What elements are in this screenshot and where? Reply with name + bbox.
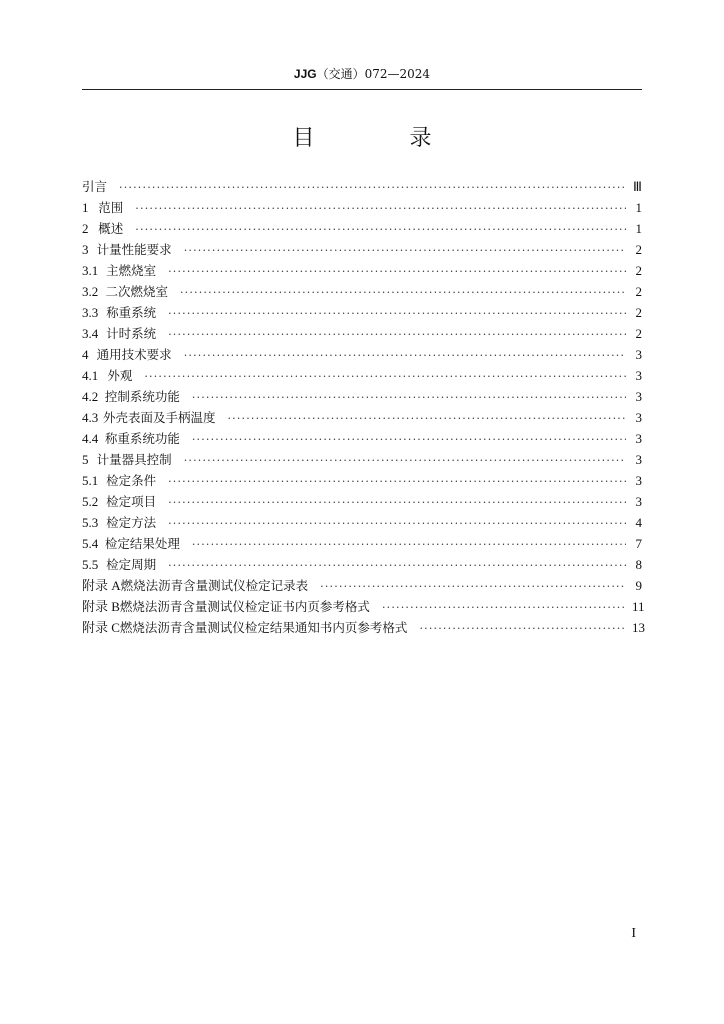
toc-entry-number: 3.3 [82,305,99,320]
toc-entry-number: 5.4 [82,536,99,551]
toc-entry-page: 1 [635,221,642,236]
toc-entry-label: 检定方法 [106,515,157,530]
toc-entry-label: 称重系统功能 [104,431,180,446]
toc-entry-label: 检定项目 [106,494,157,509]
toc-entry[interactable] [82,323,642,344]
toc-entry-number: 4.1 [82,368,99,383]
toc-entry[interactable] [82,197,642,218]
toc-entry-label: 外观 [107,368,133,383]
toc-entry-label: 检定结果处理 [104,536,180,551]
standard-number: 072—2024 [364,67,431,81]
toc-entry[interactable] [82,554,642,575]
toc-leader-dots [192,534,626,555]
standard-header [82,66,642,82]
toc-entry-label: 外壳表面及手柄温度 [102,410,216,425]
toc-entry-label: 检定周期 [106,557,157,572]
toc-entry-number: 5.2 [82,494,99,509]
toc-entry-number: 5.5 [82,557,99,572]
toc-entry-page: 2 [635,326,642,341]
toc-entry-page: 4 [635,515,642,530]
standard-paren: （交通） [316,67,365,81]
toc-entry-number: 2 [82,221,89,236]
toc-entry-number: 附录 B [82,599,120,614]
toc-entry-label: 主燃烧室 [106,263,157,278]
toc-leader-dots [192,429,626,450]
toc-entry[interactable] [82,344,642,365]
toc-entry[interactable] [82,470,642,491]
toc-entry-label: 引言 [82,179,108,194]
toc-entry[interactable] [82,596,645,617]
toc-entry-page: 1 [635,200,642,215]
toc-entry-page: 3 [635,410,642,425]
toc-entry-number: 4.3 [82,410,99,425]
toc-leader-dots [184,345,626,366]
toc-entry-number: 5 [82,452,89,467]
toc-entry-label: 计量器具控制 [96,452,172,467]
toc-entry-label: 计时系统 [106,326,157,341]
toc-leader-dots [135,219,626,240]
toc-entry-page: 2 [635,263,642,278]
toc-entry-label: 二次燃烧室 [105,284,168,299]
standard-prefix: JJG [293,67,317,81]
toc-entry-label: 概述 [98,221,124,236]
toc-leader-dots [168,261,626,282]
toc-entry-number: 1 [82,200,89,215]
toc-entry[interactable] [82,533,642,554]
toc-leader-dots [144,366,626,387]
toc-entry[interactable] [82,617,645,638]
toc-entry[interactable] [82,407,642,428]
toc-entry-label: 范围 [98,200,124,215]
toc-entry-label: 燃烧法沥青含量测试仪检定证书内页参考格式 [119,599,370,614]
toc-entry-label: 燃烧法沥青含量测试仪检定记录表 [120,578,309,593]
toc-list [82,176,645,638]
toc-entry[interactable] [82,512,642,533]
toc-entry[interactable] [82,218,642,239]
toc-entry[interactable] [82,239,642,260]
toc-entry-page: 13 [632,620,645,635]
toc-entry-page: 3 [635,494,642,509]
toc-entry[interactable] [82,260,642,281]
toc-leader-dots [419,618,626,639]
toc-entry-label: 计量性能要求 [96,242,172,257]
toc-entry-page: 7 [635,536,642,551]
toc-entry-number: 5.3 [82,515,99,530]
toc-leader-dots [135,198,626,219]
toc-leader-dots [180,282,626,303]
toc-entry-page: 2 [635,305,642,320]
toc-leader-dots [320,576,626,597]
toc-leader-dots [192,387,626,408]
toc-leader-dots [168,555,626,576]
toc-entry[interactable] [82,428,642,449]
toc-entry-number: 附录 C [82,620,120,635]
toc-entry-page: 11 [632,599,645,614]
toc-leader-dots [184,450,626,471]
toc-entry[interactable] [82,449,642,470]
toc-entry-number: 3 [82,242,89,257]
toc-entry-page: 3 [635,347,642,362]
toc-leader-dots [168,324,626,345]
toc-leader-dots [184,240,626,261]
toc-leader-dots [168,492,626,513]
toc-leader-dots [168,471,626,492]
toc-title: 目 录 [292,126,476,151]
toc-entry-page: 3 [635,473,642,488]
toc-entry-number: 4.4 [82,431,99,446]
toc-entry[interactable] [82,386,642,407]
toc-entry-label: 检定条件 [106,473,157,488]
toc-entry-page: 3 [635,389,642,404]
toc-entry-number: 5.1 [82,473,99,488]
toc-entry-number: 3.4 [82,326,99,341]
toc-entry-page: 9 [635,578,642,593]
toc-entry[interactable] [82,575,642,596]
toc-entry-page: 3 [635,368,642,383]
toc-entry-number: 附录 A [82,578,121,593]
toc-entry-page: 3 [635,452,642,467]
toc-leader-dots [382,597,626,618]
toc-entry-page: 2 [635,284,642,299]
toc-entry-page: Ⅲ [633,179,642,194]
page-number: I [631,926,636,941]
toc-entry-label: 称重系统 [106,305,157,320]
toc-entry-page: 8 [635,557,642,572]
toc-entry[interactable] [82,491,642,512]
toc-entry-page: 3 [635,431,642,446]
toc-entry-label: 通用技术要求 [96,347,172,362]
header-rule [82,89,642,90]
toc-entry-number: 3.2 [82,284,99,299]
toc-entry[interactable] [82,281,642,302]
toc-entry-number: 3.1 [82,263,99,278]
toc-leader-dots [119,177,626,198]
toc-leader-dots [168,303,626,324]
toc-entry-label: 控制系统功能 [104,389,180,404]
toc-leader-dots [168,513,626,534]
toc-entry-label: 燃烧法沥青含量测试仪检定结果通知书内页参考格式 [119,620,408,635]
toc-entry-number: 4.2 [82,389,99,404]
toc-entry[interactable] [82,365,642,386]
toc-entry-number: 4 [82,347,89,362]
toc-entry[interactable] [82,302,642,323]
toc-leader-dots [227,408,626,429]
toc-entry-page: 2 [635,242,642,257]
toc-entry[interactable] [82,176,642,197]
